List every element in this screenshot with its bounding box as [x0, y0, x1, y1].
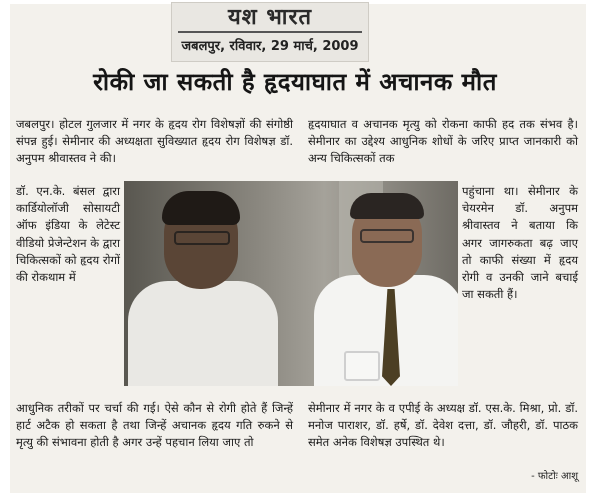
- person-left-hair: [162, 191, 240, 225]
- article-paragraph: आधुनिक तरीकों पर चर्चा की गई। ऐसे कौन से रोगी होते हैं जिन्हें हार्ट अटैक हो सकता है तथा जिन्हें अचानक हृदय गति रुकने से मृत्यु की संभावना होती है अगर उन्हें पहचान लिया जाए तो: [16, 401, 293, 450]
- masthead-rule: [178, 31, 362, 33]
- dateline: जबलपुर, रविवार, 29 मार्च, 2009: [181, 39, 359, 54]
- headline: रोकी जा सकती है हृदयाघात में अचानक मौत: [93, 68, 497, 96]
- person-left-glasses: [174, 231, 230, 245]
- person-right-glasses: [360, 229, 414, 243]
- article-right-top: [308, 116, 578, 168]
- news-photo: [124, 181, 458, 386]
- article-right-mid: [462, 183, 578, 303]
- article-left-top: [16, 116, 293, 168]
- masthead: [171, 2, 369, 62]
- newspaper-name: यश भारत: [227, 4, 313, 30]
- water-glass: [344, 351, 380, 381]
- article-paragraph: पहुंचाना था। सेमीनार के चेयरमेन डॉ. अनुपम श्रीवास्तव ने बताया कि अगर जागरुकता बढ़ जाए तो काफी संख्या में हृदय रोगी व उनकी जाने बचाई जा सकती हैं।: [462, 184, 578, 302]
- article-paragraph: डॉ. एन.के. बंसल द्वारा कार्डियोलॉजी सोसायटी ऑफ इंडिया के लेटेस्ट वीडियो प्रेजेन्टेशन के द्वारा चिकित्सकों को हृदय रोगों की रोकथाम में: [16, 184, 120, 285]
- article-bottom-right: [308, 400, 578, 452]
- person-left-shirt: [128, 281, 278, 386]
- article-paragraph: जबलपुर। होटल गुलजार में नगर के हृदय रोग विशेषज्ञों की संगोष्ठी संपन्न हुई। सेमीनार की अध्यक्षता सुविख्यात हृदय रोग विशेषज्ञ डॉ. अनुपम श्रीवास्तव ने की।: [16, 117, 293, 166]
- article-paragraph: हृदयाघात व अचानक मृत्यु को रोकना काफी हद तक संभव है। सेमीनार का उद्देश्य आधुनिक शोधों के जरिए प्राप्त जानकारी को अन्य चिकित्सकों तक: [308, 117, 578, 166]
- person-right-hair: [350, 193, 424, 219]
- photo-credit: - फोटोः आशू: [531, 471, 578, 482]
- article-bottom-left: [16, 400, 293, 452]
- article-paragraph: सेमीनार में नगर के व एपीई के अध्यक्ष डॉ. एस.के. मिश्रा, प्रो. डॉ. मनोज पाराशर, डॉ. हर्षे, डॉ. देवेश दत्ता, डॉ. जौहरी, डॉ. पाठक समेत अनेक विशेषज्ञ उपस्थित थे।: [308, 401, 578, 450]
- article-left-mid: [16, 183, 120, 286]
